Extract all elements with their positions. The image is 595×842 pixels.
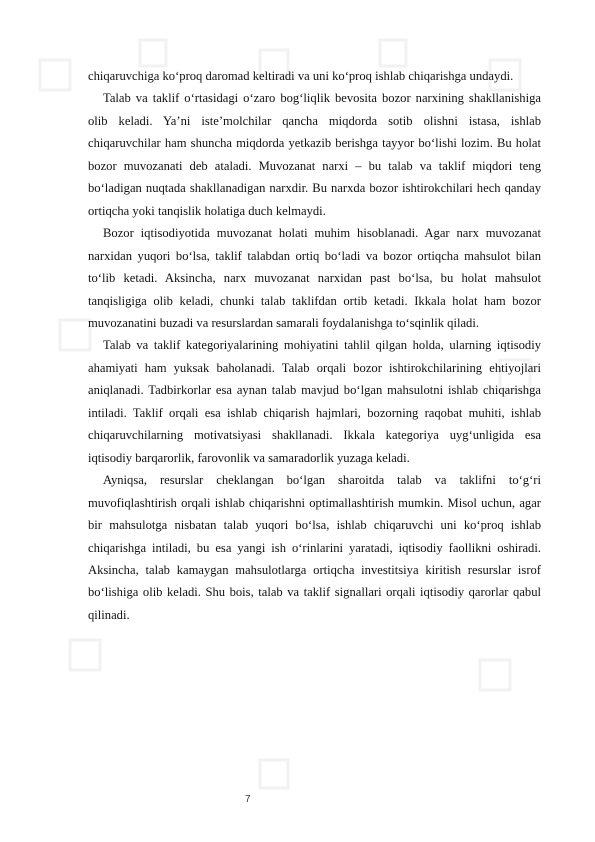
page-body — [88, 65, 541, 626]
paragraph-resource-coordination: Ayniqsa, resurslar cheklangan bo‘lgan sharoitda talab va taklifni to‘g‘ri muvofiqlashtirish orqali ishlab chiqarishni optimallashtirish mumkin. Misol uchun, agar bir mahsulotga nisbatan talab yuqori bo‘lsa, ishlab chiqaruvchi uni ko‘proq ishlab chiqarishga intiladi, bu esa yangi ish o‘rinlarini yaratadi, iqtisodiy faollikni oshiradi. Aksincha, talab kamaygan mahsulotlarga ortiqcha investitsiya kiritish resurslar isrof bo‘lishiga olib keladi. Shu bois, talab va taklif signallari orqali iqtisodiy qarorlar qabul qilinadi. — [88, 473, 541, 622]
paragraph-continuation: chiqaruvchiga ko‘proq daromad keltiradi va uni ko‘proq ishlab chiqarishga undaydi. — [88, 69, 514, 83]
paragraph-market-equilibrium: Talab va taklif o‘rtasidagi o‘zaro bog‘liqlik bevosita bozor narxining shakllanishiga olib keladi. Ya’ni iste’molchilar qancha miqdorda sotib olishni istasa, ishlab chiqaruvchilar ham shuncha miqdorda yetkazib berishga tayyor bo‘lishi lozim. Bu holat bozor muvozanati deb ataladi. Muvozanat narxi – bu talab va taklif miqdori teng bo‘ladigan nuqtada shakllanadigan narxdir. Bu narxda bozor ishtirokchilari hech qanday ortiqcha yoki tanqislik holatiga duch kelmaydi. — [88, 91, 541, 218]
page-number: 7 — [245, 794, 251, 805]
paragraph-economic-significance: Talab va taklif kategoriyalarining mohiyatini tahlil qilgan holda, ularning iqtisodiy ahamiyati ham yuksak baholanadi. Talab orqali bozor ishtirokchilarining ehtiyojlari aniqlanadi. Tadbirkorlar esa aynan talab mavjud bo‘lgan mahsulotni ishlab chiqarishga intiladi. Taklif orqali esa ishlab chiqarish hajmlari, bozorning raqobat muhiti, ishlab chiqaruvchilarning motivatsiyasi shakllanadi. Ikkala kategoriya uyg‘unligida esa iqtisodiy barqarorlik, farovonlik va samaradorlik yuzaga keladi. — [88, 338, 541, 465]
paragraph-equilibrium-importance: Bozor iqtisodiyotida muvozanat holati muhim hisoblanadi. Agar narx muvozanat narxidan yuqori bo‘lsa, taklif talabdan ortiq bo‘ladi va bozor ortiqcha mahsulot bilan to‘lib ketadi. Aksincha, narx muvozanat narxidan past bo‘lsa, bu holat mahsulot tanqisligiga olib keladi, chunki talab taklifdan ortib ketadi. Ikkala holat ham bozor muvozanatini buzadi va resurslardan samarali foydalanishga to‘sqinlik qiladi. — [88, 226, 541, 330]
